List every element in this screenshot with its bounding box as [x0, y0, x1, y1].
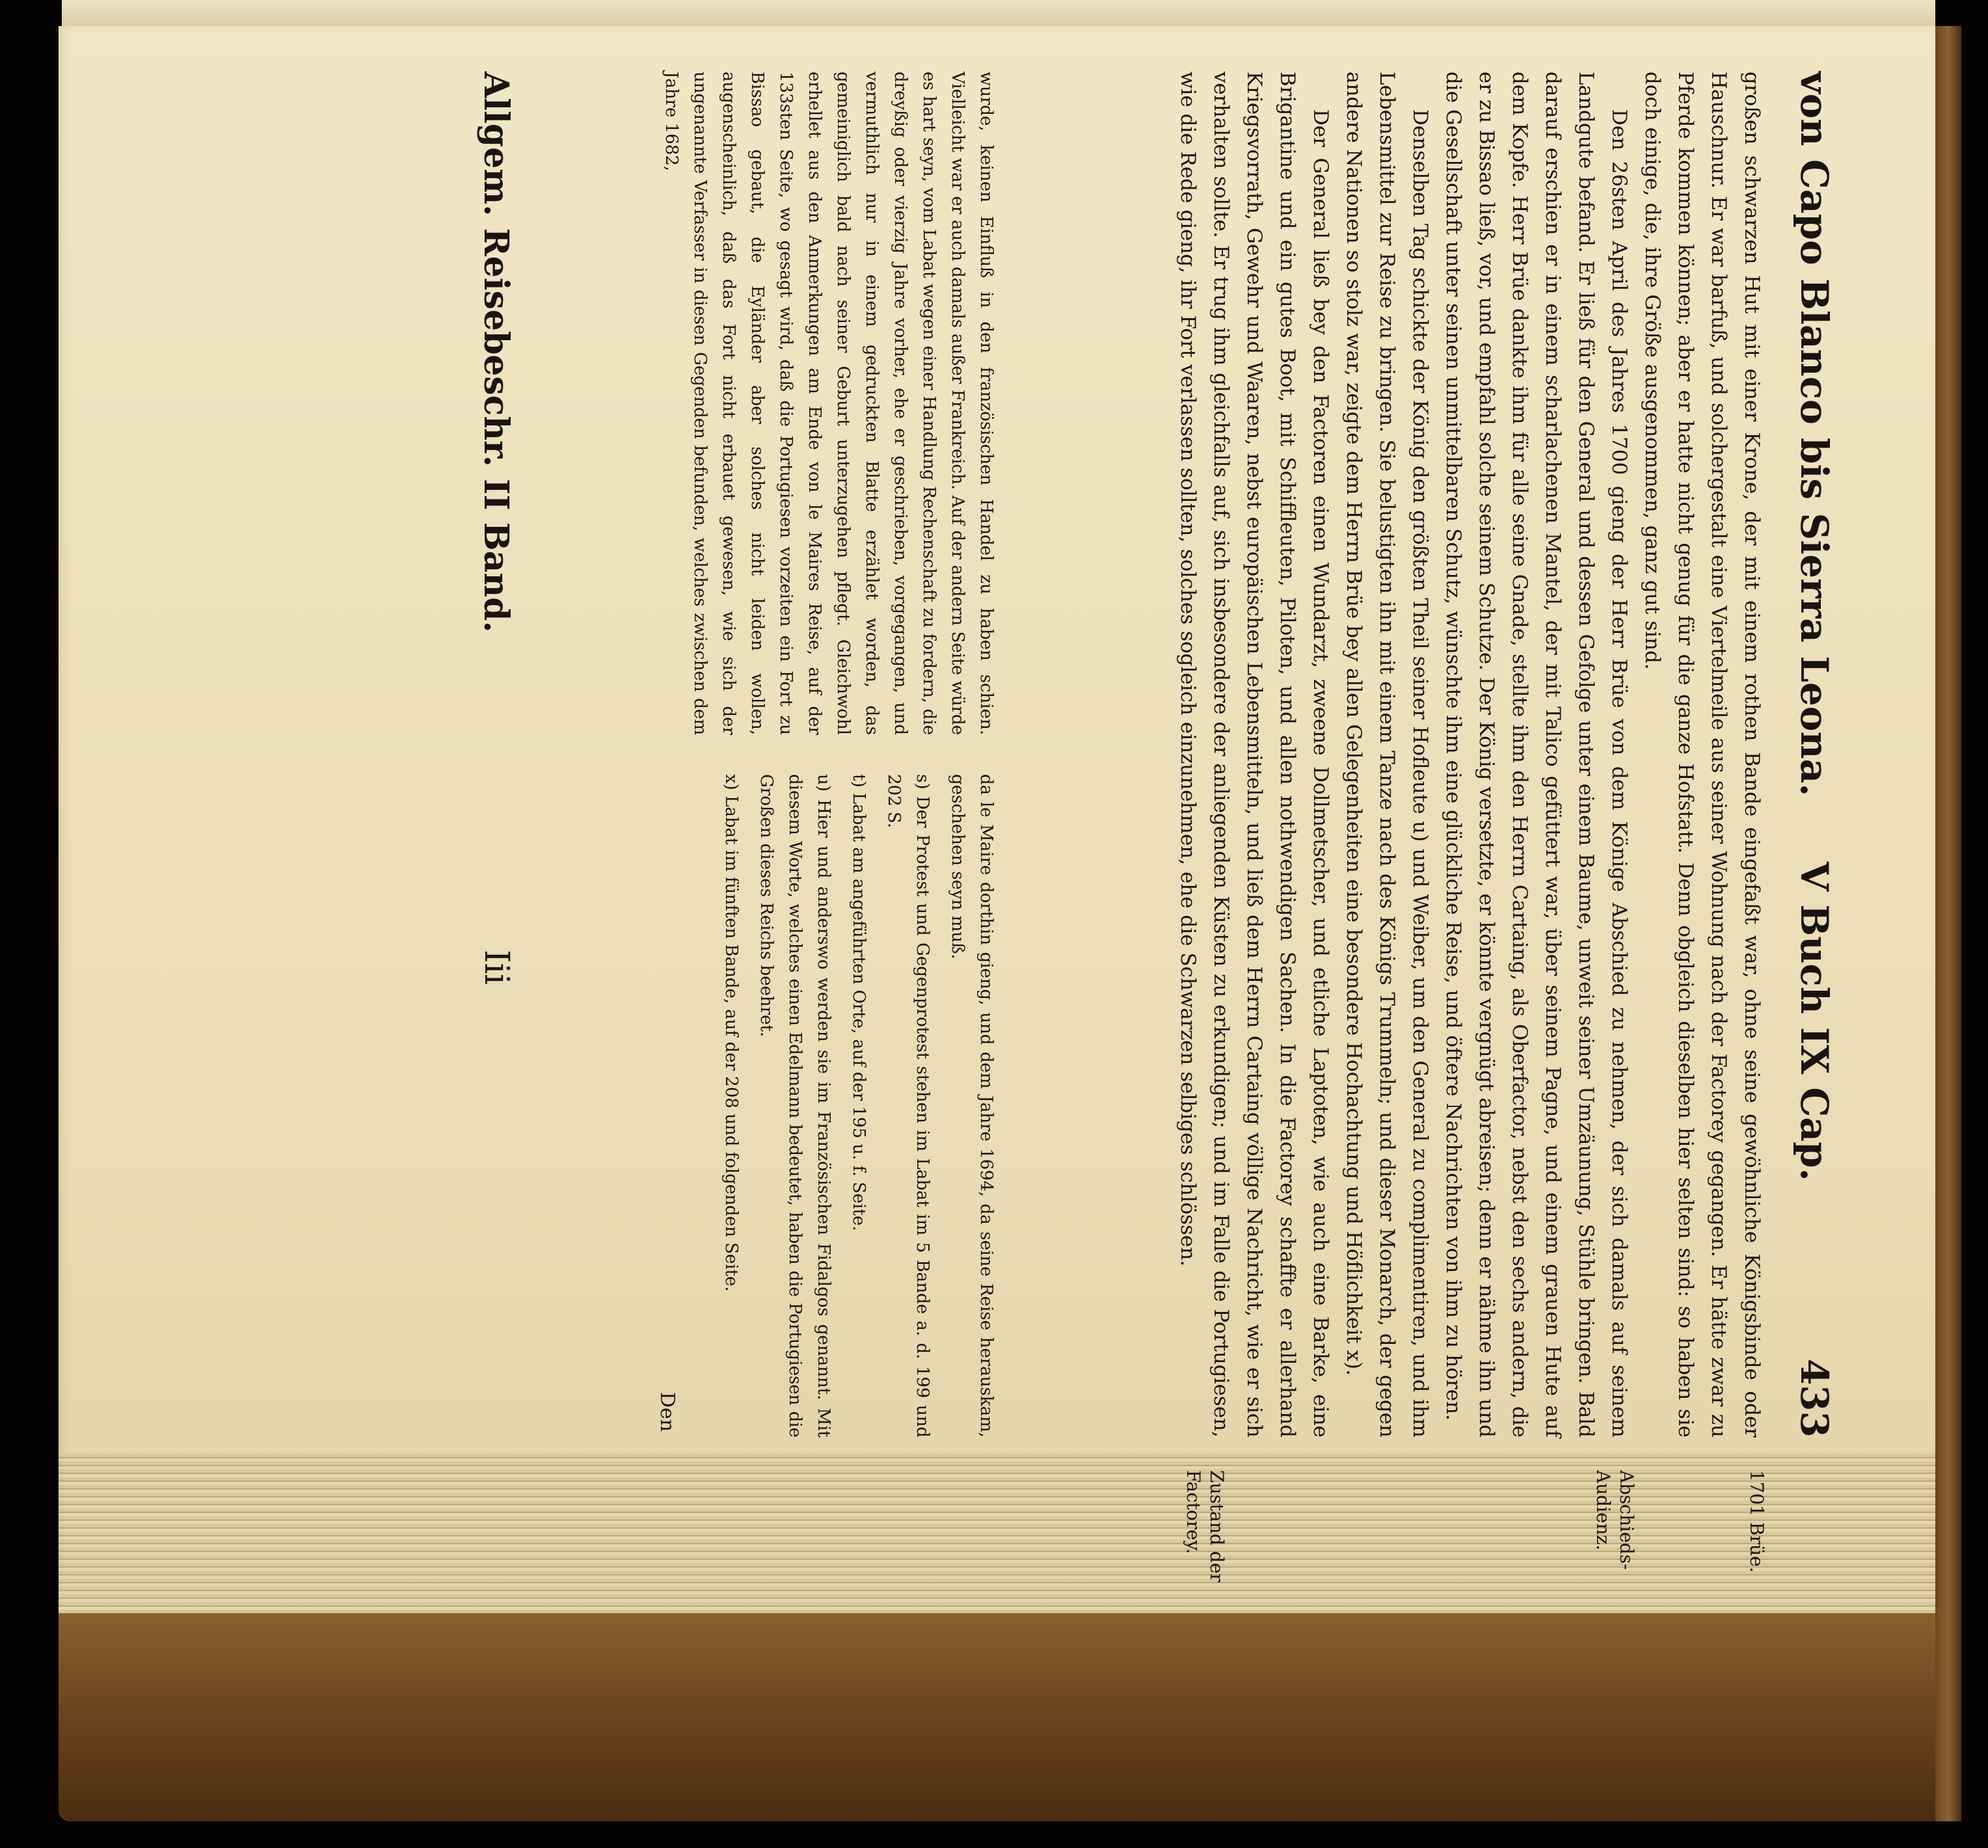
footnote: da le Maire dorthin gieng, und dem Jahre 1694, da seine Reise herauskam, geschehen seyn muß. — [948, 774, 996, 1438]
footnotes-left-column — [532, 72, 1001, 735]
catchword: Den — [656, 1392, 678, 1432]
paragraph: Der General ließ bey den Factoren einen Wundarzt, zweene Dollmetscher, und etliche Laptoten, wie auch eine Barke, eine Brigantine und ein gutes Boot, mit Schiffleuten, Piloten, und allen nothwendigen Sachen. In die Factorey schaffte er allerhand Kriegsvorrath, Gewehr und Waaren, nebst europäischen Lebensmitteln, und ließ dem Herrn Cartaing völlige Nachricht, wie er sich verhalten sollte. Er trug ihm gleichfalls auf, sich insbesondere der anliegenden Küsten zu erkundigen; und im Falle die Portugiesen, wie die Rede gieng, ihr Fort verlassen sollten, solches sogleich einzunehmen, ehe die Schwarzen selbiges schlössen. — [1176, 72, 1332, 1438]
signature-line: Allgem. Reisebeschr. II Band. — [476, 72, 516, 633]
paragraph: Denselben Tag schickte der König den größten Theil seiner Hofleute u) und Weiber, um den General zu complimentiren, und ihm Lebensmittel zur Reise zu bringen. Sie belustigten ihn mit einem Tanze nach des Königs Trummeln; und dieser Monarch, der gegen andere Nationen so stolz war, zeigte dem Herrn Brüe bey allen Gelegenheiten eine besondere Hochachtung und Höflichkeit x). — [1342, 72, 1432, 1438]
footnote: u) Hier und anderswo werden sie im Französischen Fidalgos genannt. Mit diesem Worte, welches einen Edelmann bedeutet, haben die Portugiesen die Großen dieses Reichs beehret. — [757, 774, 833, 1438]
footnote: s) Der Protest und Gegenprotest stehen im Labat im 5 Bande a. d. 199 und 202 S. — [884, 774, 932, 1438]
main-text — [1027, 72, 1768, 1438]
page-number: 433 — [1792, 1358, 1836, 1438]
running-header — [1778, 72, 1836, 1438]
margin-note: 1701 Brüe. — [1746, 1470, 1767, 1573]
margin-note: Zustand der Factorey. — [1183, 1470, 1228, 1583]
footnote: wurde, keinen Einfluß in den französischen Handel zu haben schien. Vielleicht war er auch damals außer Frankreich. Auf der andern Seite würde es hart seyn, vom Labat wegen einer Handlung Rechenschaft zu fordern, die dreyßig oder vierzig Jahre vorher, ehe er geschrieben, vorgegangen, und vermuthlich nur in einem gedruckten Blatte erzählet worden, das gemeiniglich bald nach seiner Geburt unterzugehen pflegt. Gleichwohl erhellet aus den Anmerkungen am Ende von le Maires Reise, auf der 133sten Seite, wo gesagt wird, daß die Portugiesen vorzeiten ein Fort zu Bissao gebaut, die Eyländer aber solches nicht leiden wollen, augenscheinlich, daß das Fort nicht erbauet gewesen, wie sich der ungenannte Verfasser in diesen Gegenden befunden, welches zwischen dem Jahre 1682, — [662, 72, 996, 735]
leather-cover-edge — [59, 1613, 1958, 1821]
paragraph: großen schwarzen Hut mit einer Krone, der mit einem rothen Bande eingefaßt war, ohne seine gewöhnliche Königsbinde oder Hauschnur. Er war barfuß, und solchergestalt eine Viertelmeile aus seiner Wohnung nach der Factorey gegangen. Er hätte zwar zu Pferde kommen können; aber er hatte nicht genug für die ganze Hofstatt. Denn obgleich dieselben hier selten sind: so haben sie doch einige, die, ihre Größe ausgenommen, ganz gut sind. — [1641, 72, 1764, 1438]
running-title: von Capo Blanco bis Sierra Leona. — [1792, 72, 1836, 797]
quire-mark: Iii — [477, 950, 516, 985]
footnotes-right-column — [532, 774, 1001, 1438]
page-text-area — [249, 72, 1849, 1583]
cover-spine — [1935, 26, 1961, 1821]
page-footer — [470, 72, 516, 1438]
page-fore-edge — [59, 1454, 1945, 1613]
paragraph: Den 26sten April des Jahres 1700 gieng der Herr Brüe von dem Könige Abschied zu nehmen, der sich damals auf seinem Landgute befand. Er ließ für den General und dessen Gefolge unter einem Baume, unweit seiner Umzäunung, Stühle bringen. Bald darauf erschien er in einem scharlachenen Mantel, der mit Talico gefüttert war, über seinem Pagne, und einem grauen Hute auf dem Kopfe. Herr Brüe dankte ihm für alle seine Gnade, stellte ihm den Herrn Cartaing, als Oberfactor, nebst den sechs andern, die er zu Bissao ließ, vor, und empfahl solche seinem Schutze. Der König versetzte, er könnte vergnügt abreisen; denn er nähme ihn und die Gesellschaft unter seinen unmittelbaren Schutz, wünschte ihm eine glückliche Reise, und öftere Nachrichten von ihm zu hören. — [1442, 72, 1631, 1438]
footnote: t) Labat am angeführten Orte, auf der 195 u. f. Seite. — [849, 774, 868, 1231]
book-chapter: V Buch IX Cap. — [1792, 862, 1836, 1181]
footnote: x) Labat im fünften Bande, auf der 208 und folgenden Seite. — [721, 774, 741, 1292]
margin-note: Abschieds-Audienz. — [1592, 1470, 1637, 1570]
